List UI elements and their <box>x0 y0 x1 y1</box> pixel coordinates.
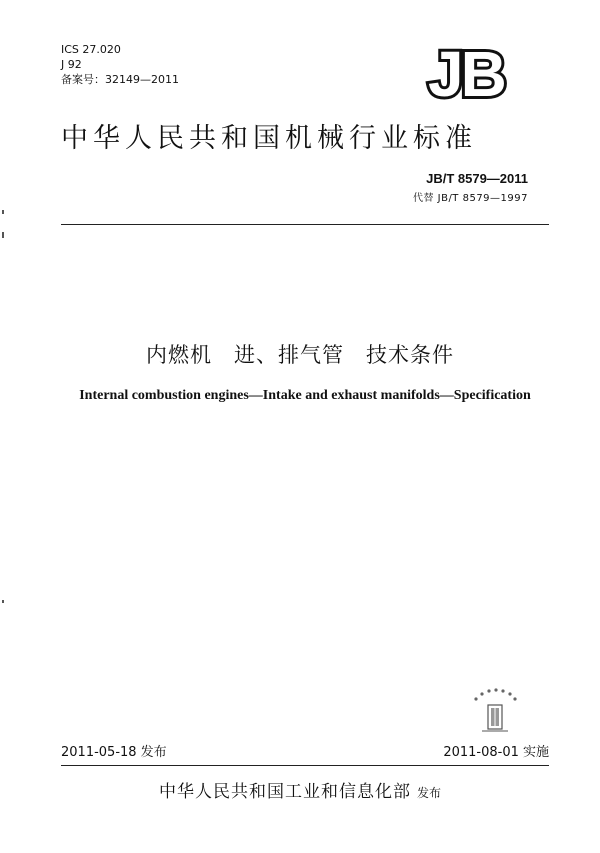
header-divider <box>61 224 549 225</box>
standard-category: 中华人民共和国机械行业标准 <box>61 123 477 154</box>
classification-code: J 92 <box>61 58 82 71</box>
title-english: Internal combustion engines—Intake and exhaust manifolds—Specification <box>79 388 531 403</box>
issue-date: 2011-05-18 发布 <box>61 745 167 760</box>
footer-divider <box>61 765 549 766</box>
implementation-date: 2011-08-01 实施 <box>443 745 549 760</box>
publisher-seal-icon <box>462 683 526 735</box>
ics-code: ICS 27.020 <box>61 43 121 56</box>
jb-logo: JB <box>428 38 504 110</box>
replaces-note: 代替 JB/T 8579—1997 <box>412 193 528 204</box>
scan-artifact <box>2 600 4 603</box>
title-chinese: 内燃机 进、排气管 技术条件 <box>146 343 454 367</box>
standard-number: JB/T 8579—2011 <box>426 171 528 186</box>
scan-artifact <box>2 210 4 214</box>
publisher-suffix: 发布 <box>416 786 441 800</box>
record-number: 备案号：32149—2011 <box>61 73 179 86</box>
publisher <box>0 777 600 802</box>
scan-artifact <box>2 232 4 238</box>
publisher-name: 中华人民共和国工业和信息化部 <box>158 782 411 802</box>
